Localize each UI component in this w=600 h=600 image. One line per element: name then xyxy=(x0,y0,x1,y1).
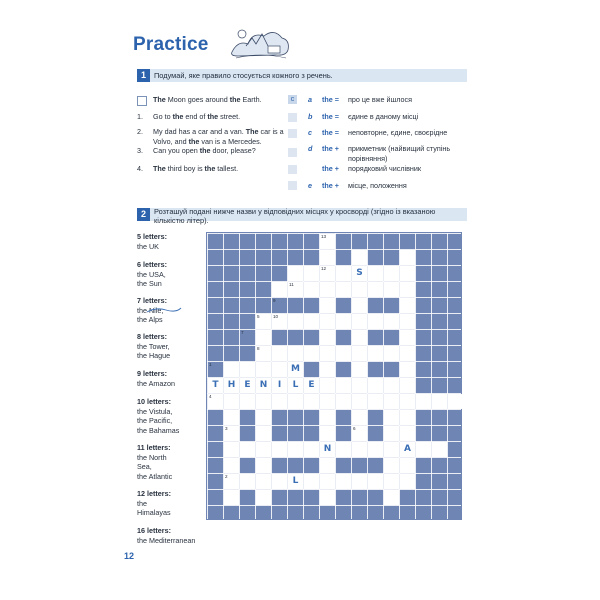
definition-text: про це вже йшлося xyxy=(348,95,412,104)
crossword-cell[interactable] xyxy=(288,346,303,361)
word-group-6 xyxy=(137,443,207,481)
crossword-cell[interactable] xyxy=(320,362,335,377)
crossword-cell[interactable] xyxy=(400,250,415,265)
definition-letter: b xyxy=(308,112,313,121)
crossword-cell[interactable] xyxy=(400,314,415,329)
crossword-cell[interactable] xyxy=(256,490,271,505)
crossword-cell[interactable] xyxy=(256,442,271,457)
crossword-cell[interactable] xyxy=(320,282,335,297)
crossword-cell[interactable] xyxy=(336,474,351,489)
group-word: the Alps xyxy=(137,315,163,324)
crossword-cell[interactable] xyxy=(320,394,335,409)
crossword-cell[interactable] xyxy=(384,442,399,457)
crossword-cell[interactable] xyxy=(384,458,399,473)
crossword-letter: E xyxy=(244,380,251,390)
answer-box-4a[interactable] xyxy=(288,165,297,174)
crossword-cell[interactable] xyxy=(320,250,335,265)
crossword-cell[interactable] xyxy=(400,362,415,377)
crossword-cell[interactable] xyxy=(400,458,415,473)
crossword-cell[interactable] xyxy=(400,298,415,313)
answer-box-example: c xyxy=(288,95,297,104)
group-word: the Nile, xyxy=(137,305,164,315)
crossword-cell[interactable] xyxy=(368,442,383,457)
task1-instruction: Подумай, яке правило стосується кожного з речень. xyxy=(154,71,333,80)
group-word: the North xyxy=(137,452,167,462)
group-word: the USA, xyxy=(137,269,166,279)
crossword-cell[interactable] xyxy=(320,298,335,313)
group-word: the Atlantic xyxy=(137,471,173,481)
crossword-cell[interactable] xyxy=(352,330,367,345)
definition-letter: a xyxy=(308,95,312,104)
crossword-cell[interactable] xyxy=(368,314,383,329)
group-word: the Bahamas xyxy=(137,425,180,435)
crossword-letter: L xyxy=(292,380,299,390)
answer-box-1[interactable] xyxy=(288,113,297,122)
group-word: the xyxy=(137,498,147,508)
crossword-cell[interactable] xyxy=(272,474,287,489)
answer-box-4b[interactable] xyxy=(288,181,297,190)
definition-article: the = xyxy=(322,128,339,137)
sentence-text: Go to the end of the street. xyxy=(153,112,241,121)
crossword-cell[interactable] xyxy=(400,266,415,281)
crossword-letter: S xyxy=(356,268,363,278)
clue-number: 6 xyxy=(353,426,356,431)
crossword-cell[interactable] xyxy=(320,378,335,393)
clue-number: 4 xyxy=(209,394,212,399)
sentence-text: The third boy is the tallest. xyxy=(153,164,239,173)
sentence-1 xyxy=(137,112,287,121)
crossword-cell[interactable] xyxy=(400,282,415,297)
crossword-cell[interactable] xyxy=(336,282,351,297)
crossword-cell[interactable] xyxy=(400,346,415,361)
crossword-cell[interactable] xyxy=(368,346,383,361)
crossword-cell[interactable] xyxy=(320,330,335,345)
task2-instruction: Розташуй подані нижче назви у відповідних місцях у кросворді (згідно із вказаною кількістю літер). xyxy=(154,207,436,225)
crossword-cell[interactable] xyxy=(384,314,399,329)
crossword-letter: E xyxy=(308,380,315,390)
word-group-0 xyxy=(137,232,207,251)
definition-letter: e xyxy=(308,181,312,190)
crossword-cell[interactable] xyxy=(352,314,367,329)
definition-article: the = xyxy=(322,112,339,121)
clue-number: 3 xyxy=(225,426,228,431)
crossword-cell[interactable] xyxy=(336,314,351,329)
crossword-cell[interactable] xyxy=(256,458,271,473)
definition-text: неповторне, єдине, своєрідне xyxy=(348,128,448,137)
group-heading: 9 letters: xyxy=(137,369,167,378)
task2-number: 2 xyxy=(137,208,150,221)
crossword-cell[interactable] xyxy=(336,266,351,281)
crossword-cell[interactable] xyxy=(304,266,319,281)
crossword-grid xyxy=(206,232,462,520)
crossword-cell[interactable] xyxy=(256,362,271,377)
definition-text: єдине в даному місці xyxy=(348,112,419,121)
crossword-cell[interactable] xyxy=(320,474,335,489)
answer-box-3[interactable] xyxy=(288,148,297,157)
crossword-cell[interactable] xyxy=(240,474,255,489)
crossword-cell[interactable] xyxy=(256,474,271,489)
crossword-cell[interactable] xyxy=(304,394,319,409)
crossword-letter: M xyxy=(291,364,300,374)
word-group-3 xyxy=(137,332,207,361)
sentence-text: My dad has a car and a van. The car is a Volvo, and the van is a Mercedes. xyxy=(153,127,284,146)
crossword-cell[interactable] xyxy=(272,394,287,409)
crossword-cell[interactable] xyxy=(368,282,383,297)
crossword-cell[interactable] xyxy=(384,346,399,361)
crossword-cell[interactable] xyxy=(400,426,415,441)
crossword-cell[interactable] xyxy=(320,314,335,329)
clue-number: 13 xyxy=(321,234,327,239)
group-heading: 10 letters: xyxy=(137,397,171,406)
crossword-cell[interactable] xyxy=(256,410,271,425)
clue-number: 11 xyxy=(289,282,294,287)
sentence-3 xyxy=(137,146,287,155)
sentence-text: Can you open the door, please? xyxy=(153,146,256,155)
crossword-cell[interactable] xyxy=(400,394,415,409)
page-number: 12 xyxy=(124,551,135,561)
sentence-text: The Moon goes around the Earth. xyxy=(153,95,262,104)
group-heading: 8 letters: xyxy=(137,332,167,341)
word-group-5 xyxy=(137,397,207,435)
crossword-cell[interactable] xyxy=(416,394,431,409)
crossword-cell[interactable] xyxy=(240,394,255,409)
group-word: the Tower, xyxy=(137,341,170,351)
definition-article: the + xyxy=(322,144,339,153)
clue-number: 12 xyxy=(321,266,327,271)
definition-article: the + xyxy=(322,181,339,190)
group-word: the Hague xyxy=(137,351,171,360)
crossword-cell[interactable] xyxy=(368,266,383,281)
crossword-cell[interactable] xyxy=(352,394,367,409)
crossword-cell[interactable] xyxy=(384,410,399,425)
crossword-cell[interactable] xyxy=(304,346,319,361)
task1-number: 1 xyxy=(137,69,150,82)
definition-text: місце, положення xyxy=(348,181,407,190)
definition-text: прикметник (найвищий ступінь порівняння) xyxy=(348,144,451,163)
crossword-cell[interactable] xyxy=(368,474,383,489)
crossword-cell[interactable] xyxy=(224,410,239,425)
sentence-number: 3. xyxy=(137,146,143,155)
group-heading: 5 letters: xyxy=(137,232,167,241)
sentence-4 xyxy=(137,164,287,173)
definition-letter: d xyxy=(308,144,313,153)
crossword-cell[interactable] xyxy=(352,362,367,377)
group-word: the Mediterranean xyxy=(137,535,196,545)
crossword-cell[interactable] xyxy=(272,346,287,361)
definition-article: the + xyxy=(322,164,339,173)
crossword-cell[interactable] xyxy=(352,474,367,489)
crossword-cell[interactable] xyxy=(224,442,239,457)
group-word: the UK xyxy=(137,241,159,251)
crossword-cell[interactable] xyxy=(336,442,351,457)
clue-number: 2 xyxy=(225,474,228,479)
crossword-cell[interactable] xyxy=(368,378,383,393)
crossword-cell[interactable] xyxy=(320,458,335,473)
crossword-cell[interactable] xyxy=(384,394,399,409)
word-group-4 xyxy=(137,369,207,388)
crossword-letter: N xyxy=(259,380,268,390)
group-heading: 6 letters: xyxy=(137,260,167,269)
crossword-cell[interactable] xyxy=(256,426,271,441)
crossword-cell[interactable] xyxy=(336,378,351,393)
crossword-cell[interactable] xyxy=(320,490,335,505)
crossword-cell[interactable] xyxy=(352,442,367,457)
crossword-cell[interactable] xyxy=(304,442,319,457)
crossword-cell[interactable] xyxy=(384,426,399,441)
crossword-cell[interactable] xyxy=(432,394,447,409)
crossword-cell[interactable] xyxy=(224,394,239,409)
group-heading: 16 letters: xyxy=(137,526,171,535)
crossword-letter: A xyxy=(404,444,411,454)
group-word: the Amazon xyxy=(137,378,175,388)
group-word: the Sun xyxy=(137,279,162,288)
crossword-cell[interactable] xyxy=(240,442,255,457)
group-heading: 12 letters: xyxy=(137,489,171,498)
clue-number: 1 xyxy=(209,362,212,367)
word-group-8 xyxy=(137,526,207,545)
crossword-cell[interactable] xyxy=(336,346,351,361)
definition-text: порядковий числівник xyxy=(348,164,422,173)
crossword-cell[interactable] xyxy=(352,282,367,297)
clue-number: 8 xyxy=(257,346,260,351)
crossword-cell[interactable] xyxy=(224,490,239,505)
group-heading: 7 letters: xyxy=(137,296,167,305)
crossword-cell[interactable] xyxy=(320,346,335,361)
crossword-cell[interactable] xyxy=(288,442,303,457)
crossword-cell[interactable] xyxy=(304,314,319,329)
definition-article: the = xyxy=(322,95,339,104)
word-group-1 xyxy=(137,260,207,289)
crossword-cell[interactable] xyxy=(368,394,383,409)
crossword-cell[interactable] xyxy=(384,282,399,297)
crossword-cell[interactable] xyxy=(400,378,415,393)
sentence-number: 1. xyxy=(137,112,143,121)
crossword-cell[interactable] xyxy=(288,314,303,329)
crossword-cell[interactable] xyxy=(256,330,271,345)
page-title: Practice xyxy=(133,34,209,55)
crossword-cell[interactable] xyxy=(352,410,367,425)
crossword-cell[interactable] xyxy=(304,474,319,489)
crossword-cell[interactable] xyxy=(352,378,367,393)
crossword-cell[interactable] xyxy=(320,410,335,425)
crossword-cell[interactable] xyxy=(272,442,287,457)
group-word: the Vistula, xyxy=(137,406,173,416)
clue-number: 7 xyxy=(241,330,244,335)
crossword-cell[interactable] xyxy=(384,474,399,489)
group-heading: 11 letters: xyxy=(137,443,171,452)
group-word: Himalayas xyxy=(137,508,171,517)
crossword-cell[interactable] xyxy=(272,282,287,297)
crossword-letter: N xyxy=(323,444,332,454)
handwritten-mark xyxy=(146,306,182,314)
crossword-cell[interactable] xyxy=(400,410,415,425)
crossword-cell[interactable] xyxy=(416,442,431,457)
clue-number: 9 xyxy=(273,298,276,303)
word-group-7 xyxy=(137,489,207,518)
crossword-cell[interactable] xyxy=(256,394,271,409)
crossword-cell[interactable] xyxy=(304,282,319,297)
crossword-letter: T xyxy=(212,380,219,390)
definition-letter: c xyxy=(308,128,312,137)
crossword-cell[interactable] xyxy=(384,266,399,281)
crossword-cell[interactable] xyxy=(320,426,335,441)
sentence-number: 2. xyxy=(137,127,143,136)
sentence-number: 4. xyxy=(137,164,143,173)
crossword-letter: H xyxy=(227,380,236,390)
clue-number: 10 xyxy=(273,314,279,319)
crossword-cell[interactable] xyxy=(272,362,287,377)
crossword-cell[interactable] xyxy=(288,266,303,281)
crossword-cell[interactable] xyxy=(400,474,415,489)
crossword-cell[interactable] xyxy=(384,378,399,393)
crossword-letter: I xyxy=(277,380,282,390)
illustration-icon xyxy=(226,22,294,62)
crossword-cell[interactable] xyxy=(352,250,367,265)
crossword-cell[interactable] xyxy=(432,442,447,457)
crossword-letter: L xyxy=(292,476,299,486)
clue-number: 5 xyxy=(257,314,260,319)
answer-box-2[interactable] xyxy=(288,129,297,138)
group-word: the Pacific, xyxy=(137,416,173,425)
crossword-cell[interactable] xyxy=(384,490,399,505)
crossword-cell[interactable] xyxy=(352,346,367,361)
crossword-cell[interactable] xyxy=(400,330,415,345)
crossword-cell[interactable] xyxy=(240,362,255,377)
crossword-cell[interactable] xyxy=(336,394,351,409)
crossword-cell[interactable] xyxy=(352,298,367,313)
crossword-cell[interactable] xyxy=(224,362,239,377)
crossword-cell[interactable] xyxy=(448,394,463,409)
crossword-cell[interactable] xyxy=(224,458,239,473)
crossword-cell[interactable] xyxy=(288,394,303,409)
group-word: Sea, xyxy=(137,462,152,471)
sentence-0 xyxy=(137,95,287,104)
